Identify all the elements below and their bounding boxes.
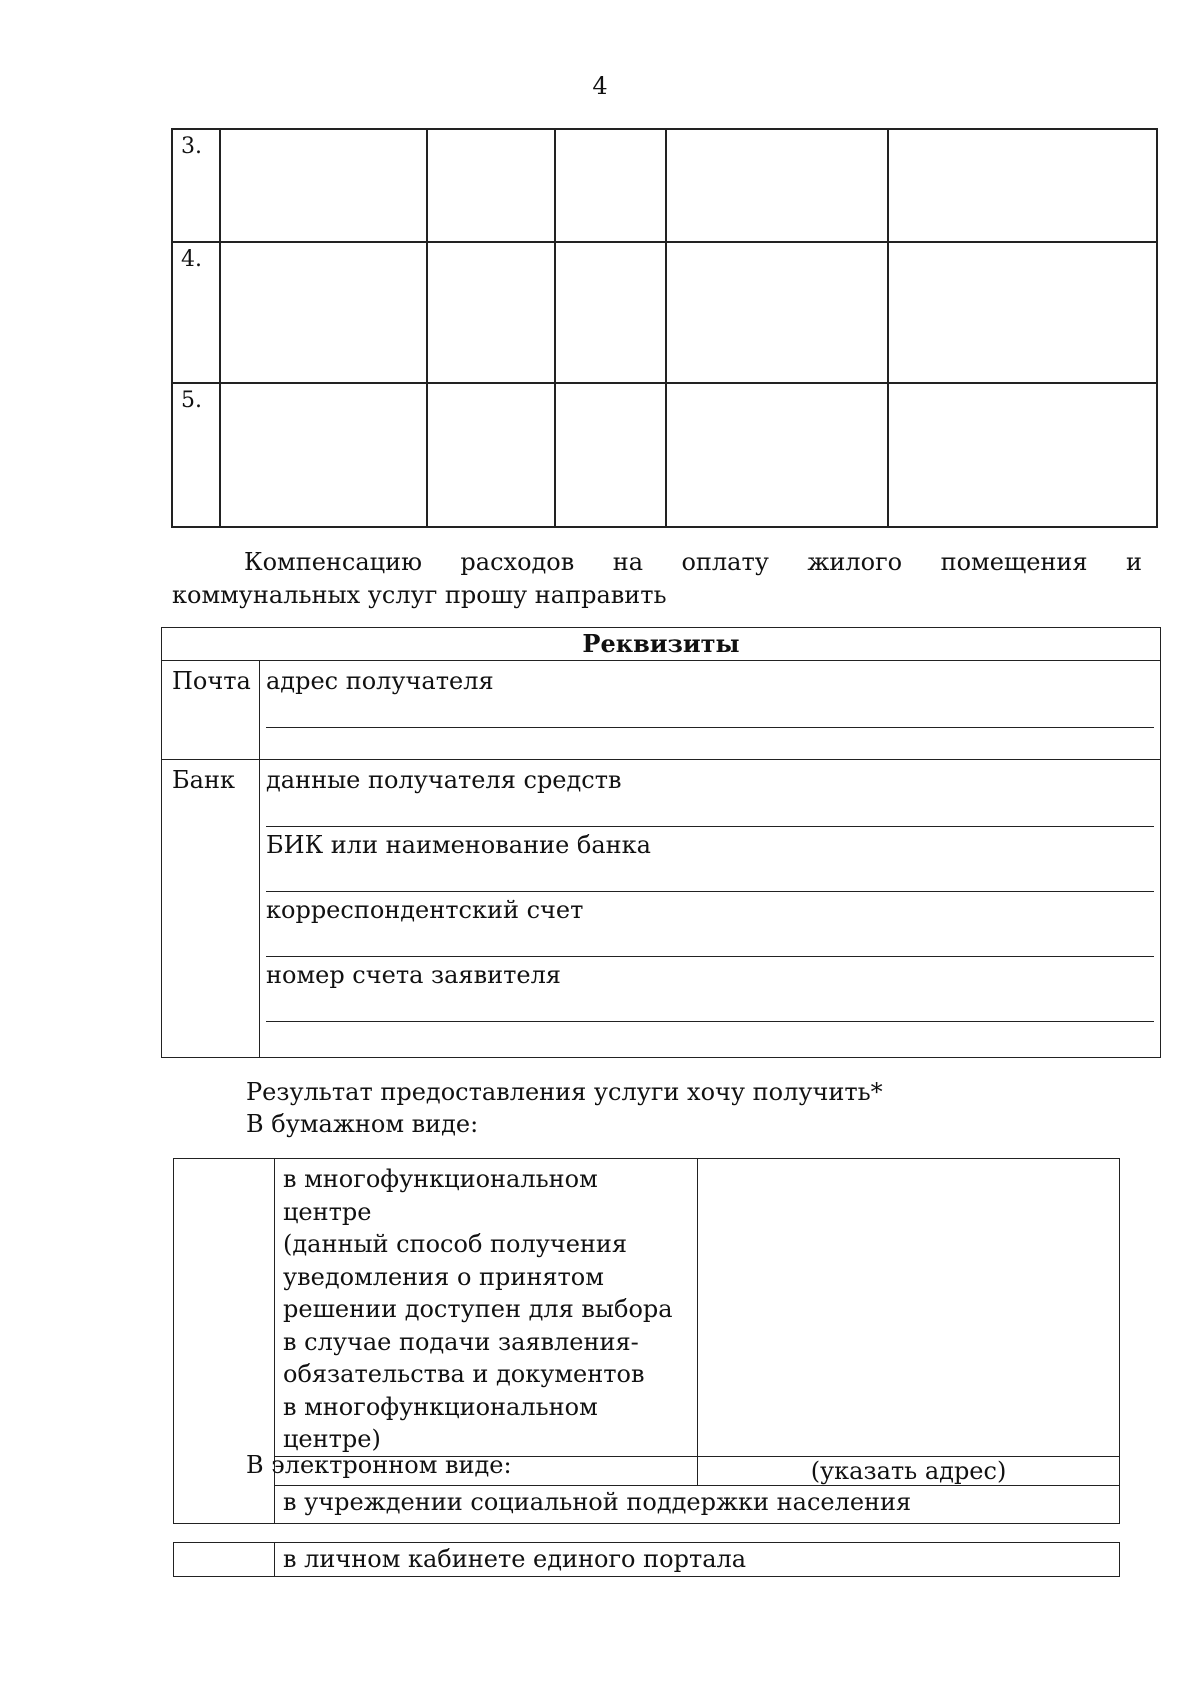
electronic-checkbox-cell[interactable] <box>174 1543 275 1577</box>
paper-heading: В бумажном виде: <box>246 1110 479 1138</box>
applicant-data-table <box>171 128 1158 528</box>
bik-input[interactable] <box>266 861 1154 892</box>
electronic-heading: В электронном виде: <box>246 1451 512 1479</box>
mfc-line: уведомления о принятом <box>283 1262 604 1291</box>
mfc-line: (данный способ получения <box>283 1230 628 1258</box>
row-number: 3. <box>172 129 220 242</box>
post-address-input[interactable] <box>266 697 1154 728</box>
post-address-label: адрес получателя <box>266 667 494 695</box>
post-label: Почта <box>162 661 260 760</box>
table-cell[interactable] <box>427 242 554 383</box>
table-cell[interactable] <box>888 242 1157 383</box>
address-note: (указать адрес) <box>698 1456 1120 1485</box>
table-row <box>172 383 1157 527</box>
table-cell[interactable] <box>888 383 1157 527</box>
recipient-data-label: данные получателя средств <box>266 766 622 794</box>
mfc-option <box>275 1159 698 1457</box>
mfc-address-input[interactable] <box>698 1159 1120 1457</box>
table-cell[interactable] <box>666 129 888 242</box>
table-cell[interactable] <box>555 129 667 242</box>
table-cell[interactable] <box>555 242 667 383</box>
mfc-line: обязательства и документов <box>283 1360 645 1388</box>
table-cell[interactable] <box>555 383 667 527</box>
requisites-table <box>161 627 1161 1058</box>
table-cell[interactable] <box>220 383 427 527</box>
table-row <box>172 129 1157 242</box>
bik-label: БИК или наименование банка <box>266 831 651 859</box>
corr-account-label: корреспондентский счет <box>266 896 584 924</box>
row-number: 4. <box>172 242 220 383</box>
mfc-line: в многофункциональном центре) <box>283 1392 598 1453</box>
table-cell[interactable] <box>427 383 554 527</box>
corr-account-input[interactable] <box>266 926 1154 957</box>
mfc-line: в случае подачи заявления- <box>283 1327 639 1356</box>
bank-label: Банк <box>162 760 260 1058</box>
social-support-option <box>275 1485 1120 1523</box>
applicant-account-input[interactable] <box>266 991 1154 1022</box>
table-cell[interactable] <box>666 242 888 383</box>
page-number: 4 <box>592 72 608 100</box>
compensation-paragraph: Компенсацию расходов на оплату жилого помещения и коммунальных услуг прошу направить <box>172 548 1142 609</box>
applicant-account-label: номер счета заявителя <box>266 961 561 989</box>
post-section <box>260 661 1161 760</box>
table-cell[interactable] <box>666 383 888 527</box>
result-paragraph: Результат предоставления услуги хочу получить* <box>246 1078 883 1106</box>
table-row <box>172 242 1157 383</box>
row-number: 5. <box>172 383 220 527</box>
requisites-header: Реквизиты <box>162 628 1161 661</box>
mfc-line: решении доступен для выбора <box>283 1295 673 1323</box>
electronic-delivery-table <box>173 1542 1120 1577</box>
table-cell[interactable] <box>220 242 427 383</box>
social-support-label: в учреждении социальной поддержки населения <box>283 1487 912 1516</box>
portal-option-label: в личном кабинете единого портала <box>275 1543 1120 1577</box>
table-cell[interactable] <box>427 129 554 242</box>
recipient-data-input[interactable] <box>266 796 1154 827</box>
table-cell[interactable] <box>888 129 1157 242</box>
bank-section <box>260 760 1161 1058</box>
mfc-line: в многофункциональном центре <box>283 1165 598 1226</box>
table-cell[interactable] <box>220 129 427 242</box>
